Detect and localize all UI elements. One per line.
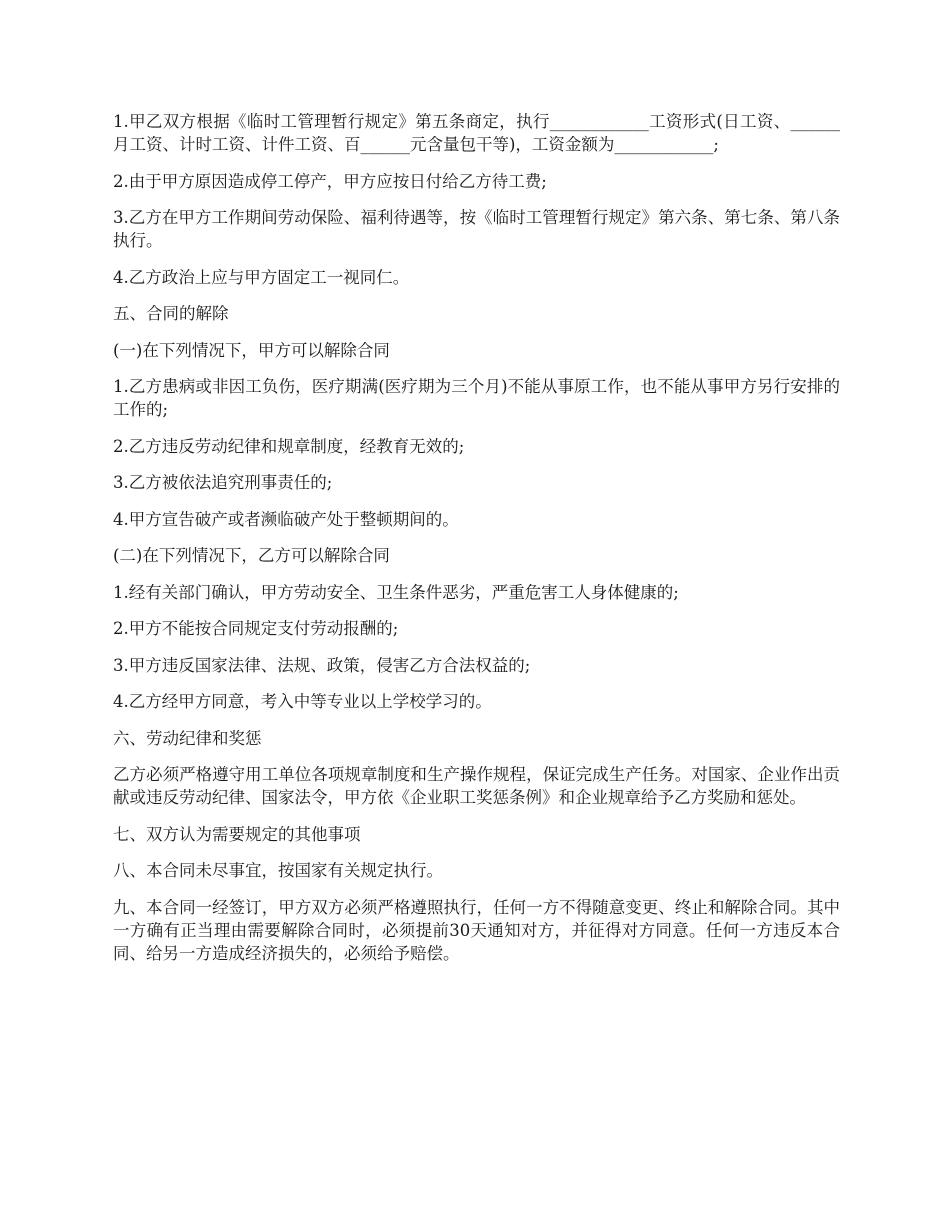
section-unresolved-matters: 八、本合同未尽事宜，按国家有关规定执行。	[113, 861, 443, 880]
employee-termination-item-1: 1.经有关部门确认，甲方劳动安全、卫生条件恶劣，严重危害工人身体健康的;	[113, 582, 679, 602]
clause-insurance-welfare: 3.乙方在甲方工作期间劳动保险、福利待遇等，按《临时工管理暂行规定》第六条、第七条、第八条执行。	[113, 208, 840, 250]
clause-idle-pay: 2.由于甲方原因造成停工停产，甲方应按日付给乙方待工费;	[113, 171, 547, 191]
subsection-heading-employer-termination: (一)在下列情况下，甲方可以解除合同	[113, 340, 390, 360]
employer-termination-item-3: 3.乙方被依法追究刑事责任的;	[113, 473, 333, 492]
clause-wage-form: 1.甲乙双方根据《临时工管理暂行规定》第五条商定，执行____________工资形式(日工资、______月工资、计时工资、计件工资、百______元含量包干等)，工资金额为____________;	[113, 112, 840, 154]
clause-equal-treatment: 4.乙方政治上应与甲方固定工一视同仁。	[113, 267, 410, 287]
employee-termination-item-4: 4.乙方经甲方同意，考入中等专业以上学校学习的。	[113, 692, 492, 711]
subsection-heading-employee-termination: (二)在下列情况下，乙方可以解除合同	[113, 546, 390, 565]
employer-termination-item-2: 2.乙方违反劳动纪律和规章制度，经教育无效的;	[113, 436, 465, 456]
section-heading-other-matters: 七、双方认为需要规定的其他事项	[113, 824, 361, 844]
employer-termination-item-1: 1.乙方患病或非因工负伤，医疗期满(医疗期为三个月)不能从事原工作，也不能从事甲方另行安排的工作的;	[113, 377, 840, 419]
document-page	[113, 110, 840, 978]
employee-termination-item-2: 2.甲方不能按合同规定支付劳动报酬的;	[113, 619, 399, 638]
employee-termination-item-3: 3.甲方违反国家法律、法规、政策，侵害乙方合法权益的;	[113, 655, 531, 675]
section-heading-termination: 五、合同的解除	[113, 304, 229, 323]
section-heading-discipline: 六、劳动纪律和奖惩	[113, 728, 262, 748]
employer-termination-item-4: 4.甲方宣告破产或者濒临破产处于整顿期间的。	[113, 509, 459, 529]
section-binding-effect: 九、本合同一经签订，甲方双方必须严格遵照执行，任何一方不得随意变更、终止和解除合同。其中一方确有正当理由需要解除合同时，必须提前30天通知对方，并征得对方同意。任何一方违反本合同、给另一方造成经济损失的，必须给予赔偿。	[113, 897, 840, 963]
clause-discipline-body: 乙方必须严格遵守用工单位各项规章制度和生产操作规程，保证完成生产任务。对国家、企业作出贡献或违反劳动纪律、国家法令，甲方依《企业职工奖惩条例》和企业规章给予乙方奖励和惩处。	[113, 765, 840, 807]
